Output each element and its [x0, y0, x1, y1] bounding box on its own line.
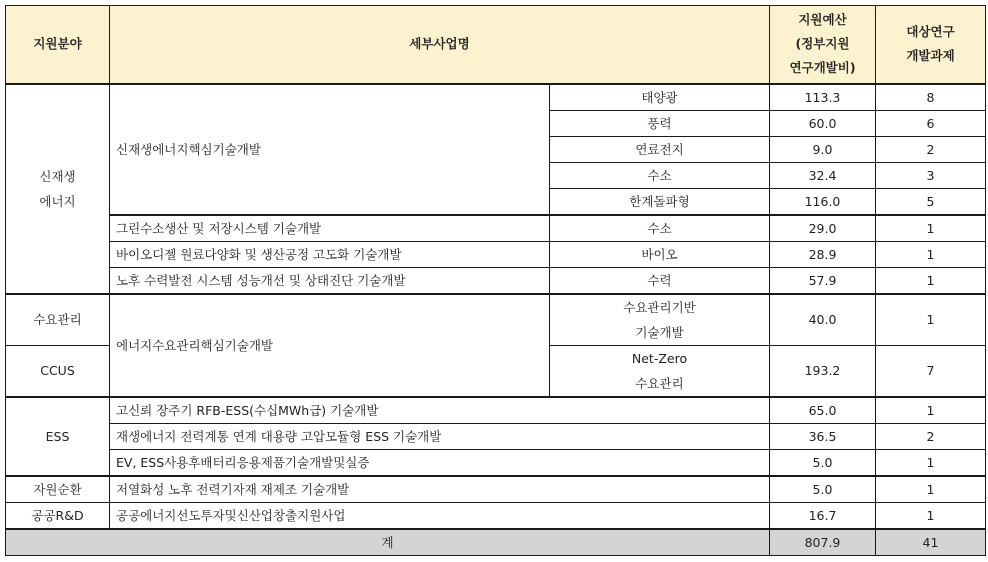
budget-cell: 57.9: [770, 267, 876, 294]
sub-project: 수력: [550, 267, 770, 294]
header-budget-line2: (정부지원: [795, 36, 850, 52]
tasks-cell: 2: [876, 423, 986, 449]
sub-project: 연료전지: [550, 136, 770, 162]
budget-cell: 113.3: [770, 84, 876, 111]
table-row: [6, 215, 986, 242]
header-budget-line3: 연구개발비): [789, 60, 856, 76]
header-tasks-line2: 개발과제: [906, 48, 955, 64]
budget-cell: 116.0: [770, 188, 876, 215]
budget-cell: 16.7: [770, 502, 876, 529]
sub-project-line1: Net-Zero: [631, 350, 688, 366]
budget-cell: 9.0: [770, 136, 876, 162]
group-public-rd: 공공R&D: [6, 502, 110, 529]
project-biodiesel: 바이오디젤 원료다양화 및 생산공정 고도화 기술개발: [110, 241, 550, 267]
table-row: [6, 84, 986, 111]
tasks-cell: 1: [876, 267, 986, 294]
header-budget: [770, 6, 876, 84]
tasks-cell: 1: [876, 449, 986, 476]
total-budget: 807.9: [770, 529, 876, 556]
budget-cell: 40.0: [770, 294, 876, 346]
sub-project: [550, 345, 770, 397]
budget-cell: 5.0: [770, 449, 876, 476]
tasks-cell: 1: [876, 476, 986, 503]
sub-project: 한계돌파형: [550, 188, 770, 215]
budget-cell: 28.9: [770, 241, 876, 267]
tasks-cell: 2: [876, 136, 986, 162]
project-demand-core: 에너지수요관리핵심기술개발: [110, 294, 550, 397]
sub-project: [550, 294, 770, 346]
group-recycling: 자원순환: [6, 476, 110, 503]
project-green-hydrogen: 그린수소생산 및 저장시스템 기술개발: [110, 215, 550, 242]
table-row: [6, 423, 986, 449]
budget-cell: 32.4: [770, 162, 876, 188]
project-ev-ess: EV, ESS사용후배터리응용제품기술개발및실증: [110, 449, 770, 476]
header-budget-line1: 지원예산: [798, 12, 847, 28]
project-grid-module: 재생에너지 전력계통 연계 대용량 고압모듈형 ESS 기술개발: [110, 423, 770, 449]
header-row: [6, 6, 986, 84]
table-row: [6, 267, 986, 294]
sub-project: 수소: [550, 162, 770, 188]
budget-cell: 65.0: [770, 397, 876, 424]
budget-cell: 36.5: [770, 423, 876, 449]
budget-table: [5, 5, 986, 556]
tasks-cell: 8: [876, 84, 986, 111]
sub-project-line2: 기술개발: [635, 324, 684, 340]
tasks-cell: 3: [876, 162, 986, 188]
sub-project-line2: 수요관리: [635, 375, 684, 391]
group-ess: ESS: [6, 397, 110, 476]
total-row: [6, 529, 986, 556]
sub-project: 수소: [550, 215, 770, 242]
table-row: [6, 241, 986, 267]
budget-cell: 5.0: [770, 476, 876, 503]
table-row: [6, 397, 986, 424]
budget-cell: 60.0: [770, 110, 876, 136]
tasks-cell: 1: [876, 241, 986, 267]
tasks-cell: 1: [876, 502, 986, 529]
sub-project: 태양광: [550, 84, 770, 111]
table-row: [6, 476, 986, 503]
group-renewable-line1: 신재생: [39, 168, 76, 184]
tasks-cell: 7: [876, 345, 986, 397]
sub-project: 바이오: [550, 241, 770, 267]
tasks-cell: 6: [876, 110, 986, 136]
table-row: [6, 294, 986, 346]
total-tasks: 41: [876, 529, 986, 556]
project-public-energy: 공공에너지선도투자및신산업창출지원사업: [110, 502, 770, 529]
project-rfb: 고신뢰 장주기 RFB-ESS(수십MWh급) 기술개발: [110, 397, 770, 424]
group-renewable-line2: 에너지: [39, 193, 76, 209]
table-row: [6, 449, 986, 476]
budget-cell: 29.0: [770, 215, 876, 242]
sub-project-line1: 수요관리기반: [623, 299, 696, 315]
header-field: 지원분야: [6, 6, 110, 84]
project-renewable-core: 신재생에너지핵심기술개발: [110, 84, 550, 215]
header-project: 세부사업명: [110, 6, 770, 84]
table-row: [6, 502, 986, 529]
group-demand: 수요관리: [6, 294, 110, 346]
group-renewable: [6, 84, 110, 294]
tasks-cell: 1: [876, 397, 986, 424]
project-hydro: 노후 수력발전 시스템 성능개선 및 상태진단 기술개발: [110, 267, 550, 294]
tasks-cell: 1: [876, 215, 986, 242]
budget-table-container: [5, 5, 986, 556]
tasks-cell: 1: [876, 294, 986, 346]
budget-cell: 193.2: [770, 345, 876, 397]
header-tasks-line1: 대상연구: [906, 24, 955, 40]
total-label: 계: [6, 529, 770, 556]
header-tasks: [876, 6, 986, 84]
sub-project: 풍력: [550, 110, 770, 136]
group-ccus: CCUS: [6, 345, 110, 397]
tasks-cell: 5: [876, 188, 986, 215]
project-transformer: 저열화성 노후 전력기자재 재제조 기술개발: [110, 476, 770, 503]
